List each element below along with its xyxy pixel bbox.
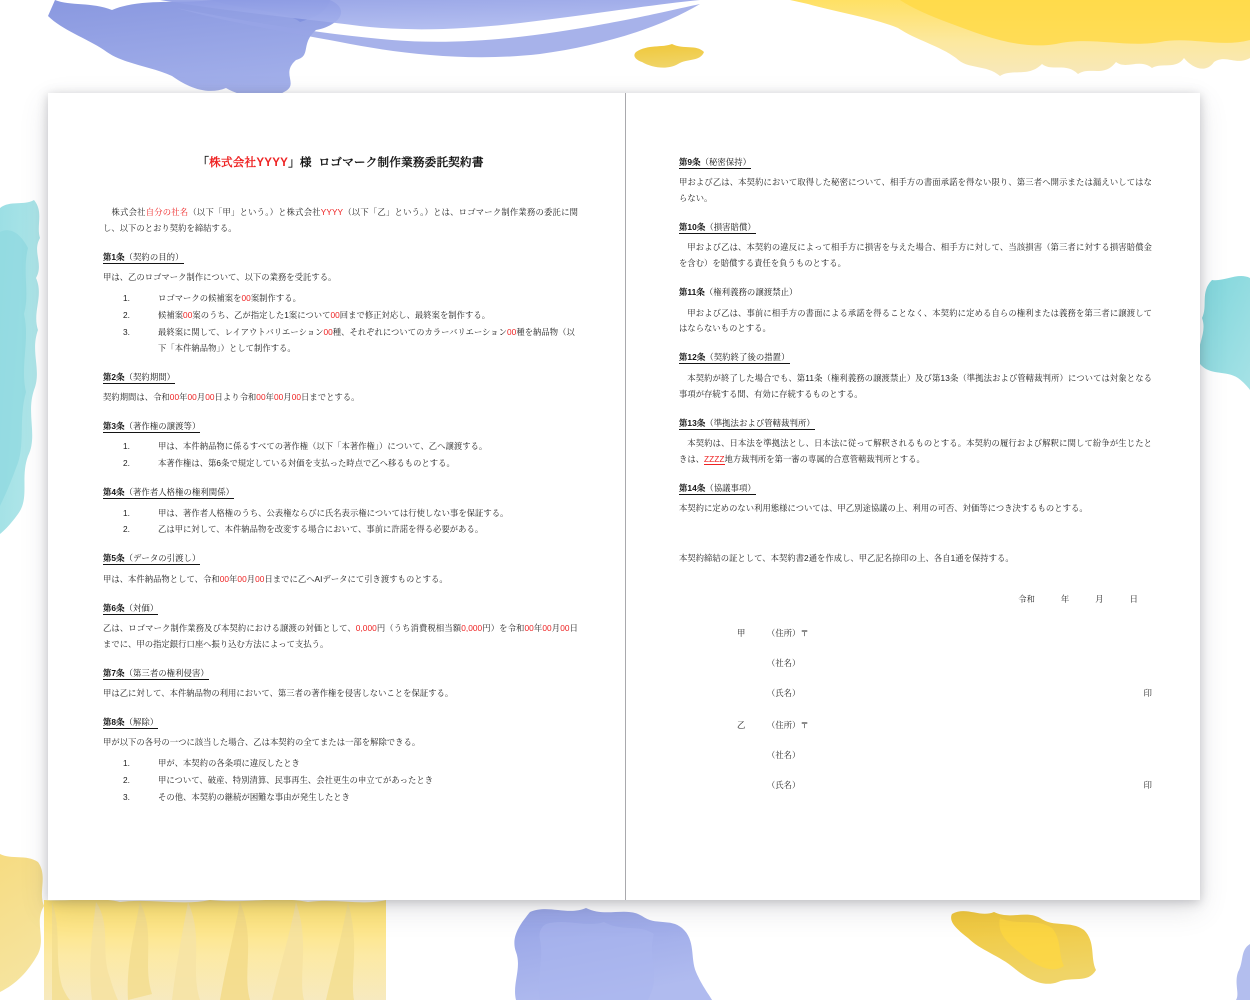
text-run: 年 bbox=[533, 622, 543, 633]
company-label: （社名） bbox=[767, 749, 801, 760]
text-placeholder: 00 bbox=[237, 573, 247, 584]
item-text: 乙は甲に対して、本件納品物を改変する場合において、事前に許諾を得る必要がある。 bbox=[158, 524, 484, 535]
clause-heading-11 bbox=[679, 285, 1152, 299]
text-run: 円）を令和 bbox=[482, 622, 525, 633]
clause-heading-1 bbox=[103, 250, 578, 264]
company-label: （社名） bbox=[767, 657, 801, 668]
clause-9-body bbox=[679, 175, 1152, 207]
text-run: 甲は乙に対して、本件納品物の利用において、第三者の著作権を侵害しないことを保証する。 bbox=[103, 688, 454, 699]
list-item bbox=[103, 456, 578, 472]
watercolor-yellow-bottom-left bbox=[44, 899, 386, 1000]
text-run: 円（うち消費税相当額 bbox=[376, 622, 462, 633]
address-label: （住所）〒 bbox=[767, 627, 809, 638]
clause-heading-8 bbox=[103, 715, 578, 729]
watercolor-yellow-top-right bbox=[790, 0, 1250, 76]
text-placeholder: 0,000 bbox=[355, 622, 377, 633]
clause-9-number: 第9条 bbox=[679, 157, 701, 167]
text-run: 年 bbox=[265, 392, 274, 403]
item-text: 本著作権は、第6条で規定している対価を支払った時点で乙へ移るものとする。 bbox=[158, 458, 455, 469]
item-text: 甲は、著作者人格権のうち、公表権ならびに氏名表示権については行使しない事を保証する。 bbox=[158, 507, 509, 518]
document-page-left bbox=[48, 93, 625, 900]
clause-2-title: （契約期間） bbox=[124, 371, 176, 382]
seal-marker: 印 bbox=[1143, 687, 1152, 698]
party-marker-a: 甲 bbox=[737, 627, 746, 638]
party-marker-b: 乙 bbox=[737, 719, 746, 730]
clause-6-title: （対価） bbox=[124, 602, 159, 613]
clause-10-number: 第10条 bbox=[679, 222, 706, 233]
month-unit: 月 bbox=[1095, 593, 1104, 604]
text-placeholder: 00 bbox=[219, 573, 230, 584]
clause-2-body bbox=[103, 390, 578, 406]
text-run: 地方裁判所を第一審の専属的合意管轄裁判所とする。 bbox=[724, 453, 925, 464]
text-run: 本契約に定めのない利用態様については、甲乙別途協議の上、利用の可否、対価等につき決するものとする。 bbox=[679, 502, 1088, 513]
text-placeholder: 00 bbox=[169, 392, 180, 403]
list-item bbox=[103, 325, 578, 357]
clause-heading-5 bbox=[103, 551, 578, 565]
title-quote-open: 「 bbox=[197, 156, 210, 169]
item-text: 甲は、本件納品物に係るすべての著作権（以下「本著作権」）について、乙へ譲渡する。 bbox=[158, 441, 488, 452]
clause-heading-3 bbox=[103, 419, 578, 433]
watercolor-blue-top-left bbox=[48, 0, 341, 98]
clause-3-items bbox=[103, 439, 578, 472]
item-text: 候補案 bbox=[158, 310, 184, 321]
document-page-right bbox=[626, 93, 1200, 900]
text-run: 日までに乙へAIデータにて引き渡すものとする。 bbox=[264, 573, 448, 584]
text-placeholder: ZZZZ bbox=[704, 453, 725, 464]
name-label: （氏名） bbox=[767, 779, 801, 790]
clause-7-body bbox=[103, 686, 578, 702]
text-placeholder: 00 bbox=[187, 392, 197, 403]
title-company-name: 株式会社YYYY bbox=[209, 156, 289, 169]
item-text-3: 種を納品物（以下「本件納品物」）として制作する。 bbox=[158, 327, 575, 354]
clause-3-title: （著作権の譲渡等） bbox=[124, 421, 201, 432]
text-placeholder: 00 bbox=[205, 392, 215, 403]
clause-4-title: （著作者人格権の権利関係） bbox=[124, 487, 235, 498]
item-placeholder-2: 00 bbox=[507, 327, 517, 338]
preamble-paragraph bbox=[103, 205, 578, 237]
title-quote-close: 」様 bbox=[288, 156, 312, 169]
text-placeholder: 0,000 bbox=[461, 622, 483, 633]
preamble-mid: （以下「甲」という。）と株式会社 bbox=[188, 207, 321, 218]
closing-statement: 本契約締結の証として、本契約書2通を作成し、甲乙記名捺印の上、各自1通を保持する。 bbox=[679, 552, 1014, 563]
signature-block bbox=[679, 593, 1152, 791]
party-a-placeholder: 自分の社名 bbox=[145, 207, 189, 218]
watercolor-blue-bottom-right-sliver bbox=[1236, 944, 1250, 1000]
list-item bbox=[103, 522, 578, 538]
clause-8-title: （解除） bbox=[124, 716, 159, 727]
clause-7-number: 第7条 bbox=[103, 667, 125, 678]
watercolor-blue-bottom-center bbox=[514, 908, 712, 1000]
text-placeholder: 00 bbox=[273, 392, 284, 403]
signature-party-b bbox=[679, 719, 1152, 791]
list-item bbox=[103, 773, 578, 789]
contract-document-spread bbox=[48, 93, 1200, 900]
clause-10-title: （損害賠償） bbox=[705, 222, 756, 233]
clause-11-number: 第11条 bbox=[679, 287, 705, 298]
clause-heading-14 bbox=[679, 481, 1152, 495]
item-text: 甲が、本契約の各条項に違反したとき bbox=[158, 758, 300, 769]
clause-6-body bbox=[103, 621, 578, 653]
list-item bbox=[103, 291, 578, 307]
text-placeholder: 00 bbox=[560, 622, 570, 633]
text-run: 甲および乙は、本契約において取得した秘密について、相手方の書面承諾を得ない限り、第三者へ開示または漏えいしてはならない。 bbox=[679, 177, 1152, 204]
clause-13-body bbox=[679, 436, 1152, 468]
signature-row bbox=[679, 719, 1152, 731]
clause-9-title: （秘密保持） bbox=[700, 157, 752, 167]
text-run: 年 bbox=[179, 392, 188, 403]
title-subject: ロゴマーク制作業務委託契約書 bbox=[318, 156, 484, 169]
clause-1-title: （契約の目的） bbox=[124, 252, 184, 263]
signature-row bbox=[679, 749, 1152, 761]
item-text-3: 回まで修正対応し、最終案を制作する。 bbox=[339, 310, 491, 321]
text-run: 日までに、甲の指定銀行口座へ振り込む方法によって支払う。 bbox=[103, 622, 578, 649]
clause-5-body bbox=[103, 572, 578, 588]
year-unit: 年 bbox=[1060, 593, 1070, 604]
clause-1-items bbox=[103, 291, 578, 357]
text-placeholder: 00 bbox=[255, 573, 265, 584]
text-placeholder: 00 bbox=[542, 622, 552, 633]
clause-8-lead: 甲が以下の各号の一つに該当した場合、乙は本契約の全てまたは一部を解除できる。 bbox=[103, 737, 421, 748]
clause-1-number: 第1条 bbox=[103, 252, 125, 263]
page-title bbox=[103, 155, 578, 171]
preamble-lead: 株式会社 bbox=[103, 207, 146, 218]
item-text-2: 種、それぞれについてのカラーバリエーション bbox=[332, 327, 508, 338]
text-placeholder: 00 bbox=[524, 622, 534, 633]
text-run: 年 bbox=[229, 573, 238, 584]
clause-6-number: 第6条 bbox=[103, 602, 125, 613]
clause-5-number: 第5条 bbox=[103, 553, 125, 564]
clause-12-title: （契約終了後の措置） bbox=[705, 352, 790, 363]
clause-3-number: 第3条 bbox=[103, 421, 125, 432]
clause-10-body bbox=[679, 240, 1152, 272]
text-run: 月 bbox=[551, 622, 561, 633]
clause-11-title: （権利義務の譲渡禁止） bbox=[704, 287, 798, 298]
text-run: 本契約は、日本法を準拠法とし、日本法に従って解釈されるものとする。本契約の履行および解釈に関して紛争が生じたときは、 bbox=[679, 437, 1152, 464]
signature-party-a bbox=[679, 627, 1152, 699]
name-label: （氏名） bbox=[767, 687, 801, 698]
item-placeholder: 00 bbox=[323, 327, 333, 338]
item-text: 最終案に関して、レイアウトバリエーション bbox=[158, 327, 324, 338]
clause-12-number: 第12条 bbox=[679, 352, 706, 363]
text-run: 甲および乙は、本契約の違反によって相手方に損害を与えた場合、相手方に対して、当該損害（第三者に対する損害賠償金を含む）を賠償する責任を負うものとする。 bbox=[679, 242, 1152, 269]
text-run: 契約期間は、令和 bbox=[103, 392, 170, 403]
clause-heading-2 bbox=[103, 370, 578, 384]
signature-row bbox=[679, 627, 1152, 639]
clause-heading-13 bbox=[679, 416, 1152, 430]
text-run: 月 bbox=[283, 392, 292, 403]
item-text-2: 案のうち、乙が指定した1案について bbox=[192, 310, 331, 321]
signature-row bbox=[679, 687, 1152, 699]
clause-8-items bbox=[103, 756, 578, 806]
watercolor-teal-right bbox=[1198, 276, 1250, 390]
day-unit: 日 bbox=[1129, 593, 1138, 604]
text-run: 本契約が終了した場合でも、第11条（権利義務の譲渡禁止）及び第13条（準拠法および管轄裁判所）については対象となる事項が存続する間、有効に存続するものとする。 bbox=[679, 372, 1152, 399]
clause-4-number: 第4条 bbox=[103, 487, 125, 498]
text-run: 甲は、本件納品物として、令和 bbox=[103, 573, 220, 584]
clause-heading-4 bbox=[103, 485, 578, 499]
clause-13-title: （準拠法および管轄裁判所） bbox=[705, 417, 815, 428]
clause-4-items bbox=[103, 506, 578, 539]
clause-12-body bbox=[679, 371, 1152, 403]
text-run: 日より令和 bbox=[214, 392, 257, 403]
text-run: 乙は、ロゴマーク制作業務及び本契約における譲渡の対価として、 bbox=[103, 622, 356, 633]
text-placeholder: 00 bbox=[291, 392, 302, 403]
signature-row bbox=[679, 779, 1152, 791]
clause-heading-9 bbox=[679, 155, 1152, 169]
watercolor-blue-top-center bbox=[160, 0, 700, 57]
seal-marker: 印 bbox=[1143, 779, 1152, 790]
item-text-2: 案制作する。 bbox=[250, 293, 301, 304]
list-item bbox=[103, 790, 578, 806]
clause-7-title: （第三者の権利侵害） bbox=[124, 667, 209, 678]
item-text: その他、本契約の継続が困難な事由が発生したとき bbox=[158, 791, 350, 802]
text-run: 日までとする。 bbox=[301, 392, 360, 403]
text-run: 月 bbox=[246, 573, 256, 584]
era-label: 令和 bbox=[1018, 593, 1035, 604]
clause-1-lead: 甲は、乙のロゴマーク制作について、以下の業務を受託する。 bbox=[103, 272, 337, 283]
list-item bbox=[103, 756, 578, 772]
clause-2-number: 第2条 bbox=[103, 371, 125, 382]
text-run: 甲および乙は、事前に相手方の書面による承諾を得ることなく、本契約に定める自らの権利または義務を第三者に譲渡してはならないものとする。 bbox=[679, 307, 1152, 334]
text-run: 月 bbox=[196, 392, 206, 403]
item-text: 甲について、破産、特別清算、民事再生、会社更生の申立てがあったとき bbox=[158, 775, 434, 786]
address-label: （住所）〒 bbox=[767, 719, 809, 730]
watercolor-yellow-bottom-right bbox=[951, 911, 1096, 984]
text-placeholder: 00 bbox=[256, 392, 266, 403]
clause-heading-12 bbox=[679, 350, 1152, 364]
item-placeholder-2: 00 bbox=[330, 310, 340, 321]
clause-heading-6 bbox=[103, 601, 578, 615]
item-text: ロゴマークの候補案を bbox=[158, 293, 242, 304]
signature-date-line bbox=[679, 593, 1152, 605]
party-b-placeholder: YYYY bbox=[320, 207, 344, 218]
clause-5-title: （データの引渡し） bbox=[124, 553, 201, 564]
clause-heading-10 bbox=[679, 220, 1152, 234]
list-item bbox=[103, 439, 578, 455]
clause-8-number: 第8条 bbox=[103, 716, 125, 727]
watercolor-yellow-top-small bbox=[634, 44, 704, 68]
list-item bbox=[103, 308, 578, 324]
item-placeholder: 00 bbox=[183, 310, 193, 321]
item-placeholder: 00 bbox=[241, 293, 251, 304]
watercolor-teal-left bbox=[0, 200, 40, 534]
list-item bbox=[103, 506, 578, 522]
clause-14-number: 第14条 bbox=[679, 482, 706, 493]
clause-14-body bbox=[679, 501, 1152, 517]
clause-13-number: 第13条 bbox=[679, 417, 706, 428]
signature-row bbox=[679, 657, 1152, 669]
clause-14-title: （協議事項） bbox=[705, 482, 756, 493]
preamble-tail: （以下「乙」という。）とは、ロゴマーク制作業務の委託に関し、以下のとおり契約を締結する。 bbox=[103, 207, 578, 234]
clause-11-body bbox=[679, 306, 1152, 338]
clause-heading-7 bbox=[103, 666, 578, 680]
watercolor-yellow-bottom-left-sliver bbox=[0, 854, 44, 992]
